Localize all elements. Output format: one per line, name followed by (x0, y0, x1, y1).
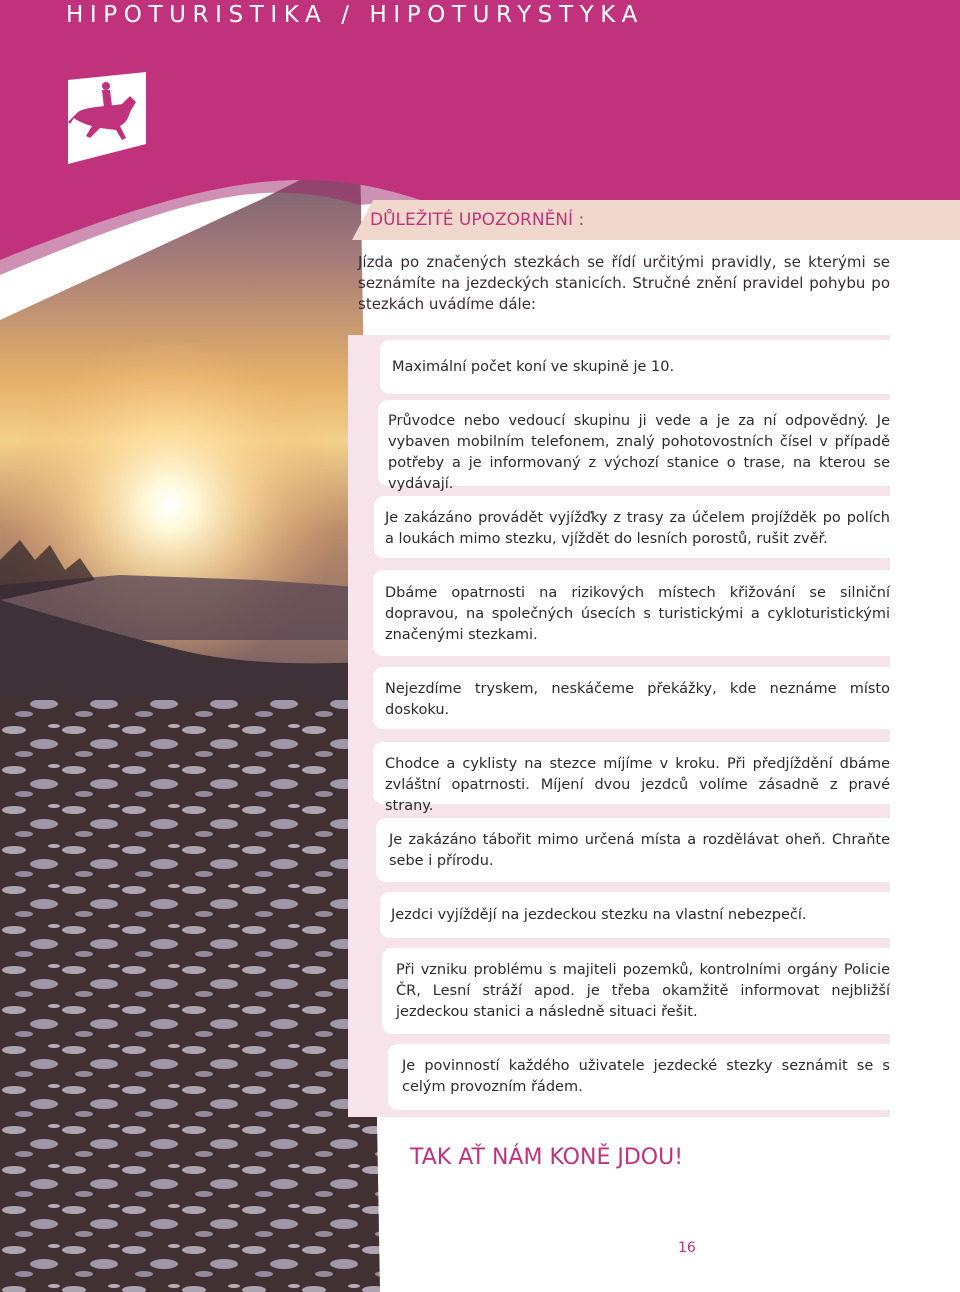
rule-text: Je povinností každého uživatele jezdecké stezky seznámit se s celým provozním řádem. (402, 1058, 890, 1095)
closing-slogan: TAK AŤ NÁM KONĚ JDOU! (410, 1145, 684, 1170)
rule-text: Je zakázáno provádět vyjížďky z trasy za účelem projížděk po polích a loukách mimo stezku, vjíždět do lesních porostů, rušit zvěř. (385, 510, 890, 547)
rule-text: Průvodce nebo vedoucí skupinu ji vede a je za ní odpovědný. Je vybaven mobilním telefonem, znalý pohotovostních čísel v případě potřeby a je informovaný z výchozí stanice o trase, na kterou se vydávají. (388, 413, 890, 492)
rule-text: Chodce a cyklisty na stezce míjíme v kroku. Při předjíždění dbáme zvláštní opatrnosti. Míjení dvou jezdců volíme zásadně z pravé strany. (385, 756, 890, 814)
page-number: 16 (678, 1240, 696, 1256)
rule-text: Je zakázáno tábořit mimo určená místa a rozdělávat oheň. Chraňte sebe i přírodu. (389, 832, 890, 869)
rule-text: Jezdci vyjíždějí na jezdeckou stezku na vlastní nebezpečí. (391, 907, 807, 923)
notice-title: DŮLEŽITÉ UPOZORNĚNÍ : (370, 210, 585, 230)
rule-text: Maximální počet koní ve skupině je 10. (392, 359, 675, 375)
rule-text: Při vzniku problému s majiteli pozemků, kontrolními orgány Policie ČR, Lesní stráží apod. je třeba okamžitě informovat nejbližší jezdeckou stanici a následně situaci řešit. (396, 962, 890, 1020)
rule-text: Dbáme opatrnosti na rizikových místech křižování se silniční dopravou, na společných úsecích s turistickými a cykloturistickými značenými stezkami. (385, 585, 890, 643)
rule-text: Nejezdíme tryskem, neskáčeme překážky, kde neznáme místo doskoku. (385, 681, 890, 718)
notice-intro: Jízda po značených stezkách se řídí určitými pravidly, se kterými se seznámíte na jezdeckých stanicích. Stručné znění pravidel pohybu po stezkách uvádíme dále: (358, 253, 890, 313)
header-title: HIPOTURISTIKA / HIPOTURYSTYKA (66, 2, 644, 28)
